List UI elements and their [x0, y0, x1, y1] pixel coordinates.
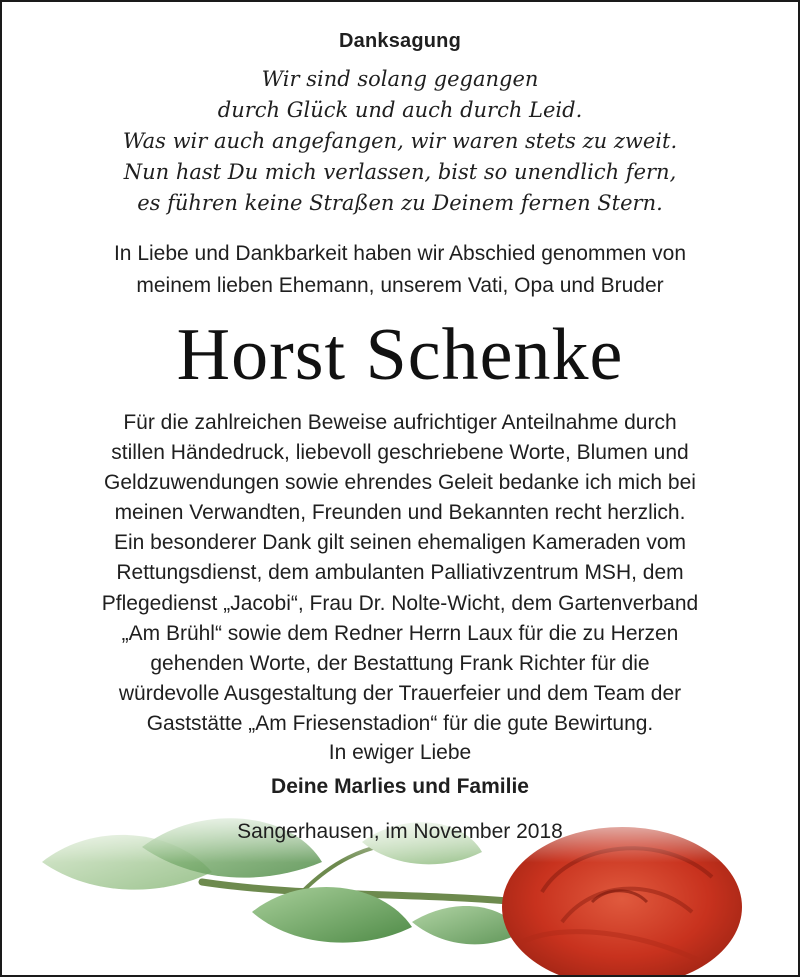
closing — [2, 736, 798, 804]
closing-line: In ewiger Liebe — [328, 741, 472, 764]
thanks-body — [2, 408, 798, 739]
body-line: Rettungsdienst, dem ambulanten Palliativzentrum MSH, dem — [116, 561, 684, 585]
body-line: stillen Händedruck, liebevoll geschriebene Worte, Blumen und — [111, 441, 689, 465]
poem-line: Wir sind solang gegangen — [261, 67, 539, 91]
body-line: Für die zahlreichen Beweise aufrichtiger Anteilnahme durch — [123, 411, 677, 434]
poem — [2, 64, 798, 219]
body-line: meinen Verwandten, Freunden und Bekannten recht herzlich. — [114, 501, 686, 525]
intro-line: In Liebe und Dankbarkeit haben wir Abschied genommen von — [113, 242, 687, 265]
poem-line: Nun hast Du mich verlassen, bist so unendlich fern, — [123, 160, 677, 184]
body-line: Ein besonderer Dank gilt seinen ehemaligen Kameraden vom — [113, 531, 686, 555]
body-line: Geldzuwendungen sowie ehrendes Geleit bedanke ich mich bei — [104, 471, 696, 495]
place-date: Sangerhausen, im November 2018 — [237, 820, 563, 843]
body-line: Gaststätte „Am Friesenstadion“ für die gute Bewirtung. — [146, 711, 654, 735]
body-line: „Am Brühl“ sowie dem Redner Herrn Laux für die zu Herzen — [121, 621, 679, 645]
body-line: würdevolle Ausgestaltung der Trauerfeier und dem Team der — [118, 681, 682, 705]
body-line: Pflegedienst „Jacobi“, Frau Dr. Nolte-Wicht, dem Gartenverband — [101, 591, 699, 615]
intro-line: meinem lieben Ehemann, unserem Vati, Opa und Bruder — [136, 274, 664, 297]
deceased-name: Horst Schenke — [176, 314, 624, 396]
body-line: gehenden Worte, der Bestattung Frank Richter für die — [150, 651, 650, 675]
poem-line: Was wir auch angefangen, wir waren stets zu zweit. — [122, 129, 678, 153]
heading: Danksagung — [338, 30, 462, 52]
poem-line: es führen keine Straßen zu Deinem fernen Stern. — [137, 191, 663, 215]
intro-text — [2, 238, 798, 302]
signature: Deine Marlies und Familie — [271, 775, 529, 798]
poem-line: durch Glück und auch durch Leid. — [217, 98, 583, 122]
